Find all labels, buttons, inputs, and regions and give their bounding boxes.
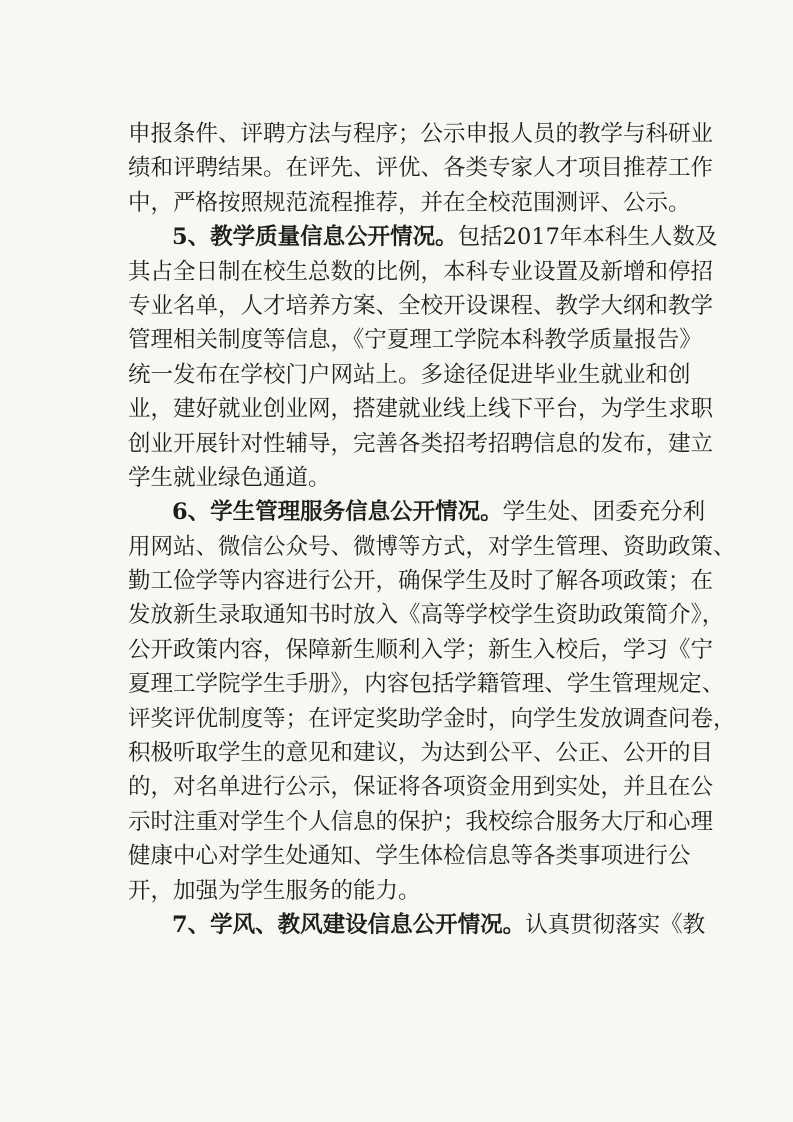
text-line: 健康中心对学生处通知、学生体检信息等各类事项进行公	[128, 843, 691, 870]
text-line: 申报条件、评聘方法与程序；公示申报人员的教学与科研业	[128, 121, 714, 147]
text-line: 管理相关制度等信息，《宁夏理工学院本科教学质量报告》	[128, 327, 702, 354]
text-line: 发放新生录取通知书时放入《高等学校学生资助政策简介》，	[128, 602, 725, 629]
text-line: 开，加强为学生服务的能力。	[128, 877, 421, 904]
text-line: 示时注重对学生个人信息的保护；我校综合服务大厅和心理	[128, 808, 714, 835]
document-body	[128, 117, 736, 942]
text-line: 公开政策内容，保障新生顺利入学；新生入校后，学习《宁	[128, 636, 714, 663]
text-line: 其占全日制在校生总数的比例，本科专业设置及新增和停招	[128, 258, 714, 285]
section-6-heading: 6、学生管理服务信息公开情况。	[172, 499, 503, 526]
text-line: 统一发布在学校门户网站上。多途径促进毕业生就业和创	[128, 361, 691, 388]
section-7-first-line	[128, 908, 706, 942]
text-line: 勤工俭学等内容进行公开，确保学生及时了解各项政策；在	[128, 568, 714, 595]
section-5-first-line-text: 包括2017年本科生人数及	[457, 224, 718, 251]
text-line: 积极听取学生的意见和建议，为达到公平、公正、公开的目	[128, 740, 714, 767]
text-line: 中，严格按照规范流程推荐，并在全校范围测评、公示。	[128, 189, 691, 216]
text-line: 创业开展针对性辅导，完善各类招考招聘信息的发布，建立	[128, 430, 714, 457]
text-line: 的，对名单进行公示，保证将各项资金用到实处，并且在公	[128, 774, 714, 801]
text-line: 夏理工学院学生手册》，内容包括学籍管理、学生管理规定、	[128, 671, 725, 698]
section-5-first-line	[128, 220, 718, 254]
text-line: 专业名单，人才培养方案、全校开设课程、教学大纲和教学	[128, 292, 714, 319]
text-line: 业，建好就业创业网，搭建就业线上线下平台，为学生求职	[128, 396, 714, 423]
section-5-heading: 5、教学质量信息公开情况。	[172, 224, 458, 251]
section-6-first-line	[128, 495, 706, 529]
section-7-first-line-text: 认真贯彻落实《教	[525, 911, 706, 938]
section-6-first-line-text: 学生处、团委充分利	[502, 499, 706, 526]
text-line: 评奖评优制度等；在评定奖助学金时，向学生发放调查问卷，	[128, 705, 736, 732]
text-line: 用网站、微信公众号、微博等方式，对学生管理、资助政策、	[128, 533, 736, 560]
text-line: 学生就业绿色通道。	[128, 464, 331, 491]
section-7-heading: 7、学风、教风建设信息公开情况。	[172, 911, 526, 938]
text-line: 绩和评聘结果。在评先、评优、各类专家人才项目推荐工作	[128, 155, 714, 182]
